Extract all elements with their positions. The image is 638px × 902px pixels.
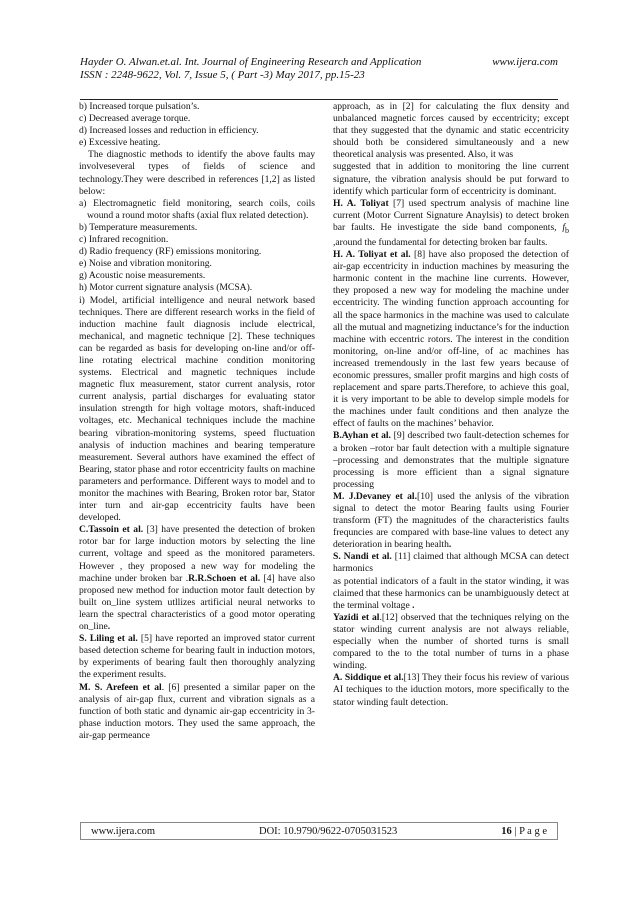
page-label: | P a g e — [511, 825, 547, 837]
list-item: d) Radio frequency (RF) emissions monitoring. — [79, 246, 262, 258]
paragraph-text: ,around the fundamental for detecting broken bar faults. — [333, 236, 548, 248]
list-item: e) Noise and vibration monitoring. — [79, 258, 212, 270]
author-name: H. A. Toliyat — [333, 197, 389, 209]
paragraph — [79, 524, 315, 633]
author-name: S. Liling et al. — [79, 633, 138, 645]
paragraph-text: [9] described two fault-detection schemes for a broken –rotor bar fault detection with a multiple signature –processing and demonstrates that the multiple signature processing is more efficient than a signal signature processing — [333, 430, 569, 490]
footer-doi[interactable]: DOI: 10.9790/9622-0705031523 — [259, 825, 398, 837]
list-item: e) Excessive heating. — [79, 137, 161, 149]
paragraph: The diagnostic methods to identify the above faults may involveseveral types of fields of science and technology.They were described in references [1,2] as listed below: — [79, 149, 315, 197]
paragraph-text: [7] used spectrum analysis of machine line current (Motor Current Signature Anaylsis) to detect broken bar faults. He investigate the side band components, — [333, 197, 569, 233]
page-number-value: 16 — [501, 825, 512, 837]
paragraph-text: . [6] presented a similar paper on the analysis of air-gap flux, current and vibration signals as a function of both static and dynamic air-gap eccentricity in 3-phase induction motors. They used the same approach, the air-gap permeance — [79, 681, 315, 741]
paragraph-text: [3] have presented the detection of broken rotor bar for large induction motors by selecting the line current, voltage and speed as the monitored parameters. However , they proposed a new way for modeling the machine under broken bar . — [79, 524, 315, 584]
paragraph — [333, 551, 569, 575]
author-name: H. A. Toliyat et al. — [333, 249, 411, 261]
author-name: C.Tassoin et al. — [79, 524, 144, 536]
list-item: g) Acoustic noise measurements. — [79, 270, 206, 282]
paragraph-text: . — [409, 599, 415, 611]
author-name: A. Siddique et al. — [333, 672, 404, 684]
paragraph — [333, 576, 569, 612]
paragraph-text: . — [448, 539, 452, 551]
paragraph-text: [4] have also proposed new method for induction motor fault detection by built on_line system utllizes artificial neural networks to learn the spectral characteristics of a good motor operating on_line — [79, 572, 315, 633]
math-symbol: f — [562, 221, 565, 233]
list-item: b) Temperature measurements. — [79, 221, 198, 233]
paragraph — [333, 249, 569, 430]
journal-website[interactable]: www.ijera.com — [492, 56, 558, 68]
paragraph — [333, 198, 569, 249]
author-name: S. Nandi et al. — [333, 551, 392, 563]
left-column — [79, 101, 315, 742]
paragraph-text: [8] have also proposed the detection of air-gap eccentricity in induction machines by measuring the harmonic content in the machine line currents. However, they proposed a new way for modeling the machine under eccentricity. The winding function approach accounting for all the space harmonics in the machine was used to calculate all the mutual and magnetizing inductance’s for the induction machine with eccentric rotors. The interest in the condition monitoring, on-line and/or off-line, of ac machines has increased tremendously in the last few years because of economic pressures, smaller profit margins and high costs of replacement and spare parts.Therefore, to achieve this goal, it is very important to be able to develop simple models for the machines under fault conditions and then analyze the effect of faults on the machines’ behavior. — [333, 249, 570, 430]
math-subscript: b — [565, 225, 569, 235]
running-header — [80, 56, 558, 82]
paragraph — [333, 430, 569, 490]
author-name: M. J.Devaney et al. — [333, 490, 417, 502]
paragraph-text: .[12] observed that the techniques relying on the stator winding current analysis are not always reliable, especially when the number of shorted turns is small compared to the to the total number of turns in a phase winding. — [333, 611, 569, 672]
list-item: h) Motor current signature analysis (MCSA). — [79, 282, 253, 294]
list-item: i) Model, artificial intelligence and neural network based techniques. There are different research works in the field of induction machine fault diagnosis include electrical, mechanical, and magnetic technique [2]. These techniques can be regarded as basis for developing on-line and/or off-line rotating electrical machine condition monitoring systems. Electrical and magnetic techniques include magnetic flux measurement, stator current analysis, rotor current analysis, partial discharges for evaluating stator insulation strength for high voltage motors, shaft-induced voltages, etc. Mechanical techniques include the machine bearing vibration-monitoring systems, speed fluctuation analysis of induction machines and bearing temperature measurement. Several authors have examined the effect of Bearing, stator phase and rotor eccentricity faults on machine parameters and performance. Different ways to model and to monitor the machines with Bearing, Broken rotor bar, Stator inter turn and air-gap eccentricity faults have been developed. — [79, 294, 315, 524]
paragraph-text: [5] have reported an improved stator current based detection scheme for bearing fault in induction motors, by experiments of bearing fault then thoroughly analyzing the experiment results. — [79, 633, 315, 681]
page-footer — [80, 822, 558, 840]
author-name: R.R.Schoen et al. — [188, 572, 261, 584]
list-item: c) Infrared recognition. — [79, 234, 169, 246]
author-name: M. S. Arefeen et al — [79, 681, 162, 693]
paragraph — [79, 682, 315, 742]
paragraph-text: [10] used the anlysis of the vibration signal to detect the motor Bearing faults using Fourier transform (FT) the magnitudes of the characteristics faults frequncies are compared with base-line values to detect any deterioration in bearing health — [333, 490, 569, 551]
paragraph — [333, 672, 569, 708]
paragraph-text: . — [107, 621, 111, 633]
journal-citation: Hayder O. Alwan.et.al. Int. Journal of Engineering Research and Application — [80, 56, 422, 68]
header-rule — [80, 99, 558, 100]
list-item: d) Increased losses and reduction in efficiency. — [79, 125, 259, 137]
footer-website[interactable]: www.ijera.com — [91, 825, 156, 837]
paragraph-text: [11] claimed that although MCSA can detect harmonics — [333, 551, 569, 575]
issn-line: ISSN : 2248-9622, Vol. 7, Issue 5, ( Part -3) May 2017, pp.15-23 — [80, 69, 365, 81]
paragraph-text: as potential indicators of a fault in the stator winding, it was claimed that these harmonics can be unambiguously detect at the terminal voltage — [333, 575, 569, 611]
page-number — [501, 826, 547, 837]
paragraph: suggested that in addition to monitoring the line current signature, the vibration analysis should be put forward to identify which particular form of eccentricity is dominant. — [333, 161, 569, 197]
list-item: b) Increased torque pulsation’s. — [79, 101, 200, 112]
right-column — [333, 101, 569, 709]
list-item: c) Decreased average torque. — [79, 113, 191, 125]
paragraph — [333, 491, 569, 551]
author-name: B.Ayhan et al. — [333, 430, 391, 442]
list-item: a) Electromagnetic field monitoring, search coils, coils wound a round motor shafts (axial flux related detection). — [79, 197, 315, 221]
paragraph-text: [13] They their focus his review of various AI techiques to the iduction motors, more specifically to the stator winding fault detection. — [333, 672, 569, 708]
paragraph — [333, 612, 569, 672]
paragraph — [79, 633, 315, 681]
paragraph: approach, as in [2] for calculating the flux density and unbalanced magnetic forces caused by eccentricity; except that they suggested that the dynamic and static eccentricity should both be considered simultaneously and a new theoretical analysis was presented. Also, it was — [333, 101, 569, 161]
author-name: Yazidi et al — [333, 611, 380, 623]
